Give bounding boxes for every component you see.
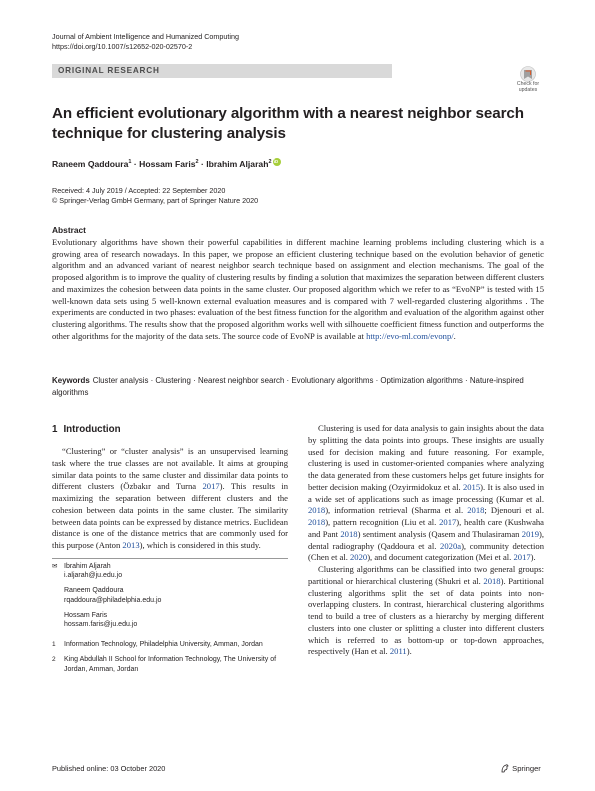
email-link[interactable]: hossam.faris@ju.edu.jo: [64, 621, 138, 629]
citation-link[interactable]: 2017: [513, 552, 531, 563]
keywords: [52, 375, 544, 398]
springer-horse-icon: [500, 763, 510, 773]
paragraph: Clustering algorithms can be classified into two general groups: partitional or hierarchical clustering (Shukri et al. 2018). Partitional clustering algorithms split the set of data points into non-overlapping clusters. In contrast, hierarchical clustering algorithms tend to build a tree of clusters as a hierarchy by merging different clusters into one cluster or splitting a cluster into different clusters which is referred to as bottom-up or top-down approaches, respectively (Han et al. 2011).: [308, 564, 544, 657]
citation-link[interactable]: 2015: [462, 481, 481, 492]
citation-link[interactable]: 2020: [350, 552, 368, 563]
article-type-banner: [52, 64, 392, 78]
paragraph: Clustering is used for data analysis to gain insights about the data by splitting the data points into groups. These insights are usually used for decision making and future reasoning. For example, clustering is used in customer-oriented companies where analyzing the data generated from these customers helps get future insights for better decision making (Ozyirmidokuz et al. 2015). It is also used in a wide set of applications such as image processing (Kumar et al. 2018), information retrieval (Sharma et al. 2018; Djenouri et al. 2018), pattern recognition (Liu et al. 2017), health care (Kushwaha and Pant 2018) sentiment analysis (Qasem and Thulasiraman 2019), dental radiography (Qaddoura et al. 2020a), community detection (Chen et al. 2020), and document categorization (Mei et al. 2017).: [308, 423, 545, 563]
keywords-list: Cluster analysis · Clustering · Nearest neighbor search · Evolutionary algorithms · Optimization algorithms · Nature-inspired algorithms: [52, 376, 524, 397]
citation-link[interactable]: 2013: [122, 540, 140, 550]
publisher-logo: [500, 763, 541, 773]
article-type-label: ORIGINAL RESEARCH: [58, 66, 160, 75]
envelope-icon: ✉: [52, 563, 58, 570]
author-separator: ·: [131, 158, 140, 169]
citation-link[interactable]: 2018: [308, 517, 326, 527]
author-affiliation-mark: 2: [268, 159, 272, 165]
publisher-name: Springer: [512, 764, 541, 773]
journal-name: Journal of Ambient Intelligence and Humanized Computing: [52, 32, 239, 41]
author-name[interactable]: Hossam Faris: [139, 158, 196, 169]
citation-link[interactable]: 2018: [340, 528, 358, 539]
coauthor-contact: Raneem Qaddoura rqaddoura@philadelphia.edu.jo: [52, 586, 288, 604]
citation-link[interactable]: 2017: [439, 517, 457, 527]
affiliation: 2 King Abdullah II School for Information Technology, The University of Jordan, Amman, Jordan: [52, 656, 277, 673]
author-list: [52, 156, 552, 170]
bookmark-icon: [512, 66, 544, 82]
right-column-text: [308, 423, 544, 658]
author-name[interactable]: Ibrahim Aljarah: [206, 158, 269, 169]
author-affiliation-mark: 2: [195, 159, 199, 165]
citation-link[interactable]: 2018: [308, 505, 326, 516]
copyright-line: © Springer-Verlag GmbH Germany, part of Springer Nature 2020: [52, 195, 259, 205]
published-online-date: Published online: 03 October 2020: [52, 764, 166, 773]
received-accepted: Received: 4 July 2019 / Accepted: 22 September 2020: [52, 186, 226, 195]
citation-link[interactable]: 2017: [202, 481, 220, 492]
check-for-updates-label: Check for updates: [516, 81, 540, 93]
citation-link[interactable]: 2018: [483, 575, 501, 586]
email-link[interactable]: rqaddoura@philadelphia.edu.jo: [64, 596, 162, 604]
citation-link[interactable]: 2018: [467, 505, 485, 516]
paragraph: “Clustering” or “cluster analysis” is an unsupervised learning task where the true classes are not available. It aims at grouping similar data points to the same cluster and dissimilar data points to different clusters (Özbakır and Turna 2017). This results in maximizing the separation between different clusters and the cohesion between data points in the same cluster. The similarity between data points can be expressed by distance metrics. Euclidean distance is one of the distance metrics that are commonly used for this purpose (Anton 2013), which is considered in this study.: [52, 446, 288, 550]
author-affiliation-mark: 1: [128, 159, 132, 165]
coauthor-contact: Hossam Faris hossam.faris@ju.edu.jo: [52, 611, 288, 629]
footnote-divider: [52, 558, 288, 559]
correspondence-block: [52, 562, 288, 674]
citation-link[interactable]: 2011: [389, 646, 407, 657]
affiliation: 1 Information Technology, Philadelphia University, Amman, Jordan: [52, 641, 263, 649]
section-title: Introduction: [63, 424, 121, 435]
abstract-text: Evolutionary algorithms have shown their powerful capabilities in different machine learning problems including clustering which is a growing area of research nowadays. In this paper, we propose an efficient clustering technique based on the evolution behavior of genetic algorithm and an advanced variant of nearest neighbor search technique based on assignment and election mechanisms. The goal of the proposed algorithm is to improve the quality of clustering results by finding a solution that maximizes the separation between different clusters and maximizes the cohesion between data points in the same cluster. Our proposed algorithm which we refer to as “EvoNP” is tested with 15 well-known data sets using 5 well-known external evaluation measures and is compared with 7 well-regarded clustering algorithms . The experiments are conducted in two phases: evaluation of the best fitness function for the algorithm and evaluation of the algorithm against other clustering algorithms. The results show that the proposed algorithm works well with silhouette coefficient fitness function and outperforms the other algorithms for the majority of the data sets. The source code of EvoNP is available at http://evo-ml.com/evonp/.: [52, 237, 544, 341]
section-heading: [52, 424, 121, 435]
section-number: 1: [52, 424, 58, 435]
source-code-link[interactable]: http://evo-ml.com/evonp/: [366, 330, 454, 341]
author-separator: ·: [198, 158, 207, 169]
citation-link[interactable]: 2020a: [440, 540, 462, 551]
citation-link[interactable]: 2019: [521, 528, 539, 539]
keywords-label: Keywords: [52, 376, 90, 385]
corresponding-author: ✉ Ibrahim Aljarah i.aljarah@ju.edu.jo: [52, 562, 288, 580]
left-column-text: [52, 446, 288, 552]
paper-title: An efficient evolutionary algorithm with a nearest neighbor search technique for clustering analysis: [52, 105, 524, 142]
orcid-icon[interactable]: [273, 158, 281, 166]
author-name[interactable]: Raneem Qaddoura: [52, 158, 129, 169]
doi-link[interactable]: https://doi.org/10.1007/s12652-020-02570-2: [52, 42, 193, 51]
publication-dates: [52, 186, 258, 205]
abstract-heading: Abstract: [52, 225, 86, 235]
email-link[interactable]: i.aljarah@ju.edu.jo: [64, 572, 123, 580]
